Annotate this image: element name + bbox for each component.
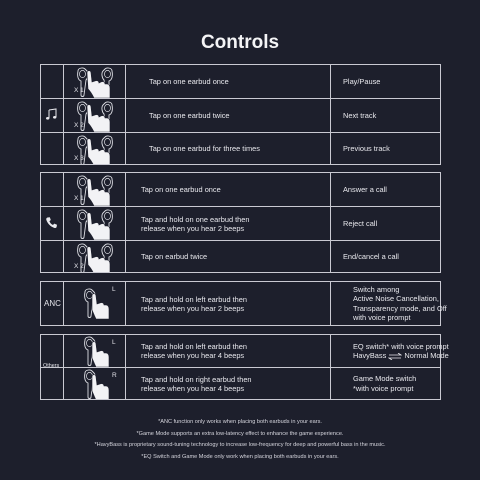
result-line: Switch among [353, 285, 400, 295]
action-cell [127, 368, 331, 399]
earbud-hold-illustration [64, 368, 126, 399]
action-cell [127, 282, 331, 325]
action-cell: Tap on one earbud once [127, 173, 331, 206]
table-row [41, 335, 449, 367]
table-row [41, 65, 440, 98]
result-word: Noise Cancellation, [375, 294, 439, 304]
result-line: EQ switch* with voice prompt [353, 341, 449, 351]
earbud-tap-illustration [64, 99, 126, 132]
earbud-hold-illustration [64, 282, 126, 325]
table-row [41, 173, 440, 206]
side-label: L [112, 339, 116, 346]
result-cell: End/cancel a call [343, 251, 399, 261]
action-cell: Tap on one earbud once [127, 65, 331, 98]
result-line [353, 294, 447, 303]
table-row [41, 132, 440, 164]
action-cell [127, 207, 331, 240]
page-title: Controls [200, 32, 280, 53]
result-line: Game Mode switch [353, 374, 417, 384]
anc-controls-group [40, 281, 447, 326]
result-cell: Play/Pause [343, 76, 381, 86]
earbud-tap-illustration [64, 241, 126, 272]
tap-count-label: X 2 [74, 122, 84, 129]
table-row [41, 98, 440, 132]
earbud-tap-illustration [64, 65, 126, 98]
others-controls-group [40, 334, 449, 400]
side-label: R [112, 372, 117, 379]
earbud-hold-illustration [64, 335, 126, 367]
table-row [41, 367, 440, 399]
result-cell: Answer a call [343, 184, 387, 194]
action-cell: Tap on earbud twice [127, 241, 331, 272]
result-line: *with voice prompt [353, 383, 414, 393]
result-cell: Next track [343, 110, 377, 120]
result-cell [331, 368, 440, 399]
side-label: L [112, 286, 116, 293]
action-text: Tap and hold on left earbud then release when you hear 4 beeps [141, 342, 248, 360]
action-cell: Tap on one earbud for three times [127, 133, 331, 164]
table-row [41, 282, 447, 325]
footnote: *HavyBass is proprietary sound-tuning technology to increase low-frequency for deep and powerful bass in the music. [94, 442, 386, 448]
tap-count-label: X 1 [74, 87, 84, 94]
action-text: Tap and hold on left earbud then release when you hear 2 beeps [141, 294, 248, 313]
table-row [41, 240, 440, 272]
action-cell: Tap on one earbud twice [127, 99, 331, 132]
swap-arrows-icon [388, 353, 402, 360]
tap-count-label: X 1 [74, 195, 84, 202]
footnote: *ANC function only works when placing both earbuds in your ears. [158, 419, 322, 425]
earbud-tap-illustration [64, 133, 126, 164]
result-cell [331, 335, 449, 367]
result-line: Transparency mode, and Off [353, 303, 447, 313]
result-word: Active [353, 294, 374, 304]
result-text [353, 374, 416, 392]
action-text: Tap and hold on one earbud then release when you hear 2 beeps [141, 214, 250, 233]
footnote: *Game Mode supports an extra low-latency effect to enhance the game experience. [136, 430, 344, 437]
result-text [353, 285, 447, 322]
result-text [353, 342, 449, 360]
earbud-hold-illustration [64, 207, 126, 240]
footnote: *EQ Switch and Game Mode only work when placing both earbuds in your ears. [141, 453, 339, 460]
result-line [353, 351, 449, 360]
others-label: Others [43, 363, 60, 369]
result-cell: Previous track [343, 143, 390, 153]
result-cell [331, 282, 447, 325]
result-word: Normal Mode [404, 351, 449, 360]
footnotes [0, 417, 480, 463]
earbud-tap-illustration [64, 173, 126, 206]
result-word: HavyBass [353, 351, 387, 360]
result-line: with voice prompt [353, 312, 411, 322]
anc-label: ANC [44, 299, 61, 308]
tap-count-label: X 3 [74, 155, 84, 162]
result-cell: Reject call [343, 218, 378, 228]
tap-count-label: X 2 [74, 263, 84, 270]
call-controls-group [40, 172, 441, 273]
music-controls-group [40, 64, 441, 165]
action-text: Tap and hold on right earbud then release when you hear 4 beeps [141, 374, 252, 393]
table-row [41, 206, 440, 240]
action-cell [127, 335, 331, 367]
